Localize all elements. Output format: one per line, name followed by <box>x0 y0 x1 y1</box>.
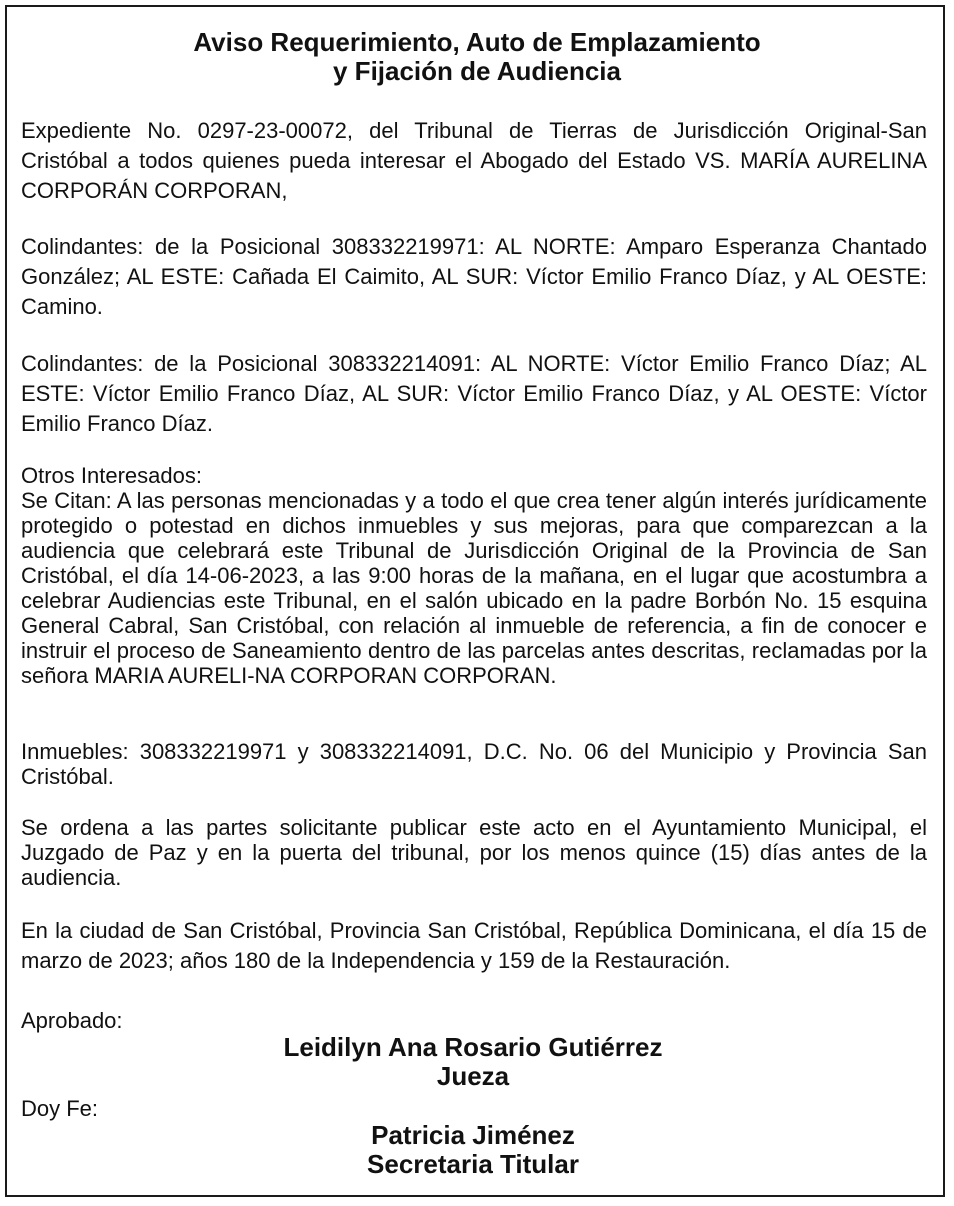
boundaries-paragraph-2: Colindantes: de la Posicional 308332214091: AL NORTE: Víctor Emilio Franco Díaz; AL ESTE: Víctor Emilio Franco Díaz, AL SUR: Víctor Emilio Franco Díaz, y AL OESTE: Víctor Emilio Franco Díaz. <box>21 351 927 436</box>
publication-order-paragraph: Se ordena a las partes solicitante publicar este acto en el Ayuntamiento Municipal, el Juzgado de Paz y en la puerta del tribunal, por los menos quince (15) días antes de la audiencia. <box>21 815 927 890</box>
case-paragraph: Expediente No. 0297-23-00072, del Tribunal de Tierras de Jurisdicción Original-San Cristóbal a todos quienes pueda interesar el Abogado del Estado VS. MARÍA AURELINA CORPORÁN CORPORAN, <box>21 118 927 203</box>
boundaries-paragraph-1: Colindantes: de la Posicional 308332219971: AL NORTE: Amparo Esperanza Chantado González; AL ESTE: Cañada El Caimito, AL SUR: Víctor Emilio Franco Díaz, y AL OESTE: Camino. <box>21 234 927 319</box>
date-place-paragraph: En la ciudad de San Cristóbal, Provincia San Cristóbal, República Dominicana, el día 15 de marzo de 2023; años 180 de la Independencia y 159 de la Restauración. <box>21 918 927 973</box>
properties-paragraph: Inmuebles: 308332219971 y 308332214091, D.C. No. 06 del Municipio y Provincia San Cristóbal. <box>21 739 927 789</box>
attest-label: Doy Fe: <box>21 1096 99 1121</box>
secretary-name: Patricia Jiménez <box>371 1120 575 1150</box>
notice-title-line1: Aviso Requerimiento, Auto de Emplazamiento <box>193 27 761 57</box>
judge-title: Jueza <box>436 1061 510 1091</box>
secretary-title: Secretaria Titular <box>367 1149 579 1179</box>
approved-label: Aprobado: <box>21 1008 123 1033</box>
notice-title-line2: y Fijación de Audiencia <box>333 56 621 86</box>
other-interested-label: Otros Interesados: <box>21 463 202 488</box>
judge-name: Leidilyn Ana Rosario Gutiérrez <box>283 1032 663 1062</box>
summons-paragraph: Se Citan: A las personas mencionadas y a todo el que crea tener algún interés jurídicamente protegido o potestad en dichos inmuebles y sus mejoras, para que comparezcan a la audiencia que celebrará este Tribunal de Jurisdicción Original de la Provincia de San Cristóbal, el día 14-06-2023, a las 9:00 horas de la mañana, en el lugar que acostumbra a celebrar Audiencias este Tribunal, en el salón ubicado en la padre Borbón No. 15 esquina General Cabral, San Cristóbal, con relación al inmueble de referencia, a fin de conocer e instruir el proceso de Saneamiento dentro de las parcelas antes descritas, reclamadas por la señora MARIA AURELI-NA CORPORAN CORPORAN. <box>21 488 927 688</box>
